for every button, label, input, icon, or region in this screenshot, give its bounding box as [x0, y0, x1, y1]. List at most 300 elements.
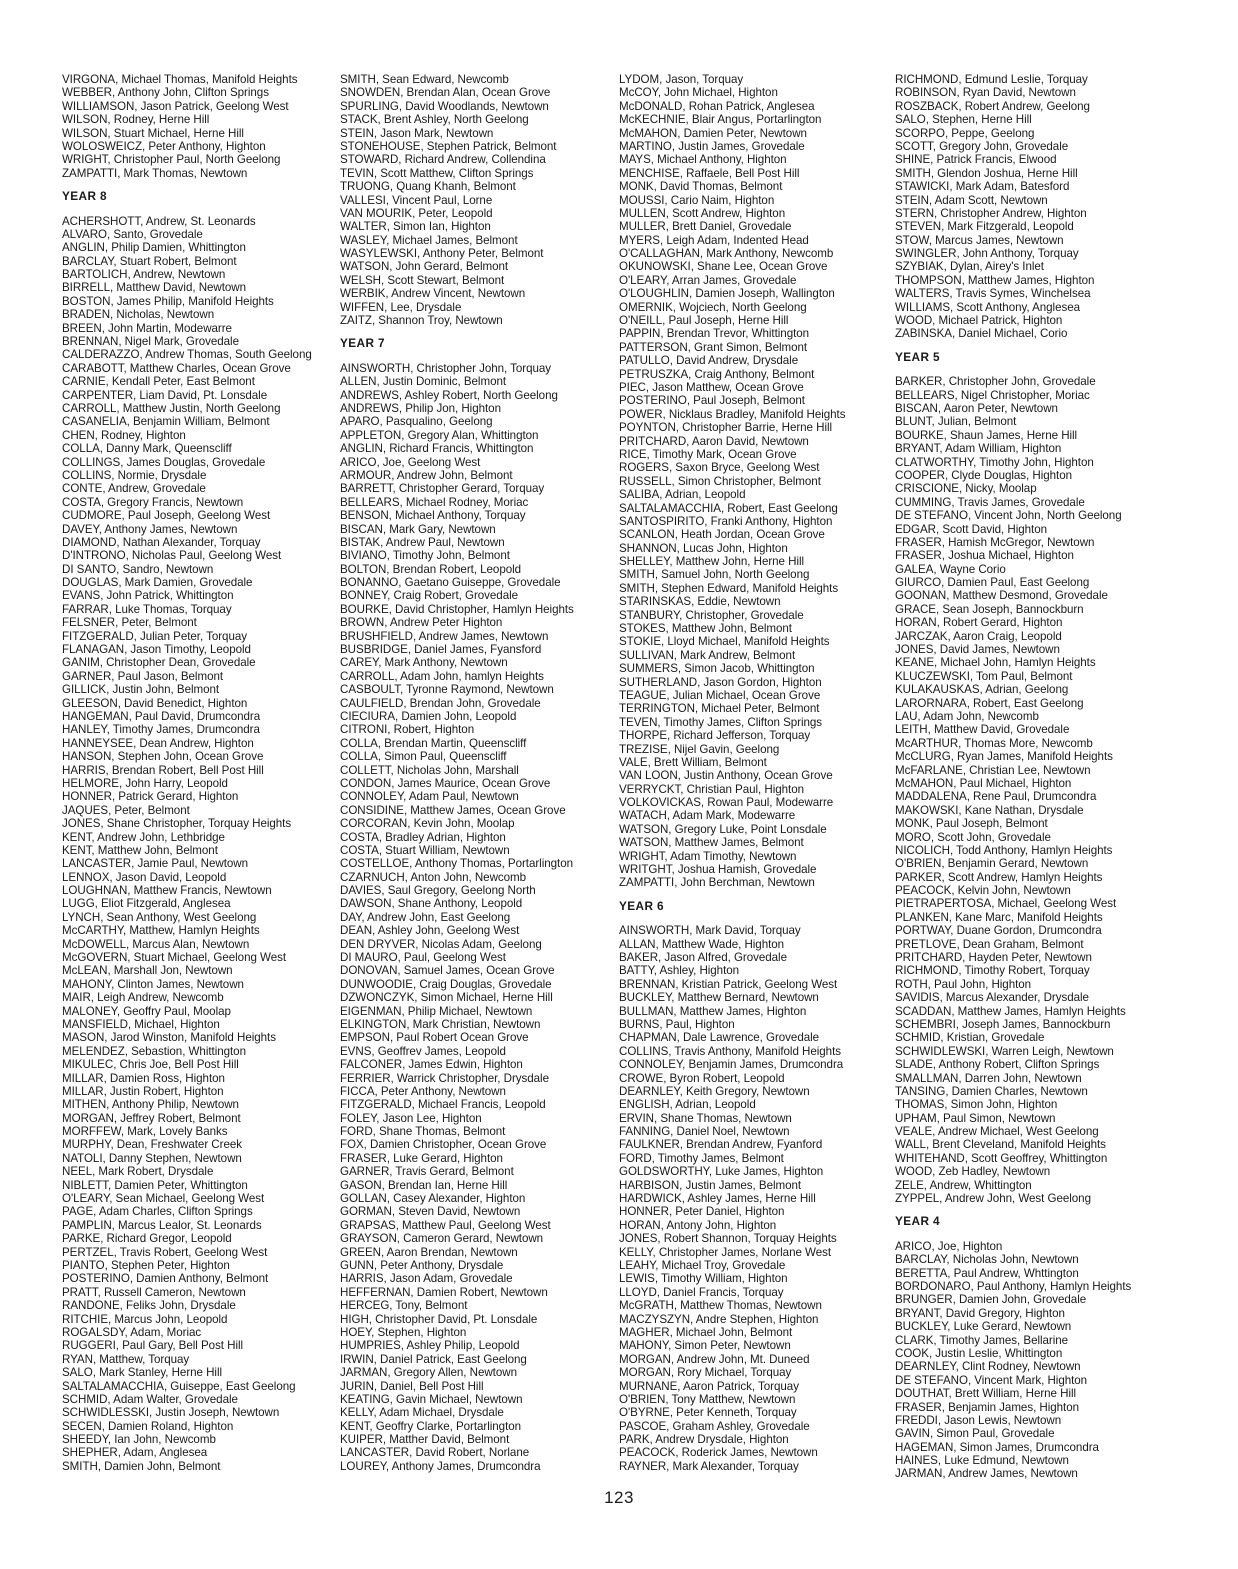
student-entry: PAPPIN, Brendan Trevor, Whittington	[619, 327, 810, 341]
student-entry: ZABINSKA, Daniel Michael, Corio	[895, 327, 1068, 341]
student-entry: COSTELLOE, Anthony Thomas, Portarlington	[340, 857, 573, 871]
student-entry: CITRONI, Robert, Highton	[340, 723, 475, 737]
student-entry: O'NEILL, Paul Joseph, Herne Hill	[619, 314, 789, 328]
student-entry: FAULKNER, Brendan Andrew, Fyanford	[619, 1138, 823, 1152]
student-entry: VAN LOON, Justin Anthony, Ocean Grove	[619, 769, 833, 783]
student-entry: ZELE, Andrew, Whittington	[895, 1178, 1032, 1192]
student-entry: LOUREY, Anthony James, Drumcondra	[340, 1459, 541, 1473]
year-heading: YEAR 4	[895, 1214, 941, 1229]
student-entry: ZAMPATTI, John Berchman, Newtown	[619, 876, 815, 890]
student-entry: HAGEMAN, Simon James, Drumcondra	[895, 1440, 1099, 1454]
student-entry: ROSZBACK, Robert Andrew, Geelong	[895, 99, 1090, 113]
student-entry: BISCAN, Mark Gary, Newtown	[340, 522, 496, 536]
student-entry: BOURKE, Shaun James, Herne Hill	[895, 428, 1078, 442]
student-entry: DOUGLAS, Mark Damien, Grovedale	[62, 576, 253, 590]
student-entry: SALO, Stephen, Herne Hill	[895, 113, 1032, 127]
student-entry: THORPE, Richard Jefferson, Torquay	[619, 729, 811, 743]
student-entry: MITHEN, Anthony Philip, Newtown	[62, 1098, 239, 1112]
student-entry: JARMAN, Andrew James, Newtown	[895, 1467, 1078, 1481]
student-entry: KEATING, Gavin Michael, Newtown	[340, 1392, 523, 1406]
student-entry: MELENDEZ, Sebastion, Whittington	[62, 1044, 246, 1058]
student-entry: ANGLIN, Philip Damien, Whittington	[62, 241, 246, 255]
student-entry: APPLETON, Gregory Alan, Whittington	[340, 428, 539, 442]
student-entry: FANNING, Daniel Noel, Newtown	[619, 1125, 790, 1139]
student-entry: BOSTON, James Philip, Manifold Heights	[62, 294, 274, 308]
student-entry: STOKES, Matthew John, Belmont	[619, 622, 792, 636]
student-entry: GLEESON, David Benedict, Highton	[62, 696, 248, 710]
student-entry: EIGENMAN, Philip Michael, Newtown	[340, 1004, 533, 1018]
student-entry: JONES, Robert Shannon, Torquay Heights	[619, 1232, 837, 1246]
student-entry: CARPENTER, Liam David, Pt. Lonsdale	[62, 388, 268, 402]
student-entry: SLADE, Anthony Robert, Clifton Springs	[895, 1058, 1100, 1072]
student-entry: HORAN, Antony John, Highton	[619, 1218, 777, 1232]
student-entry: FICCA, Peter Anthony, Newtown	[340, 1084, 506, 1098]
student-entry: VOLKOVICKAS, Rowan Paul, Modewarre	[619, 796, 834, 810]
student-entry: ROGALSDY, Adam, Moriac	[62, 1325, 202, 1339]
column-2	[340, 73, 612, 1473]
student-entry: O'LEARY, Arran James, Grovedale	[619, 273, 797, 287]
student-entry: MANSFIELD, Michael, Highton	[62, 1017, 220, 1031]
student-entry: WOOD, Zeb Hadley, Newtown	[895, 1165, 1051, 1179]
student-entry: TRUONG, Quang Khanh, Belmont	[340, 180, 516, 194]
student-entry: HAINES, Luke Edmund, Newtown	[895, 1454, 1069, 1468]
student-entry: McMAHON, Paul Michael, Highton	[895, 776, 1072, 790]
student-entry: GIURCO, Damien Paul, East Geelong	[895, 576, 1090, 590]
student-entry: PAGE, Adam Charles, Clifton Springs	[62, 1205, 253, 1219]
student-entry: BERETTA, Paul Andrew, Whttington	[895, 1266, 1079, 1280]
student-entry: D'INTRONO, Nicholas Paul, Geelong West	[62, 549, 282, 563]
student-entry: DEN DRYVER, Nicolas Adam, Geelong	[340, 937, 542, 951]
year-heading: YEAR 7	[340, 336, 386, 351]
student-entry: BOLTON, Brendan Robert, Leopold	[340, 562, 522, 576]
student-entry: POWER, Nicklaus Bradley, Manifold Heights	[619, 407, 846, 421]
student-entry: BARCLAY, Nicholas John, Newtown	[895, 1253, 1079, 1267]
student-entry: MACZYSZYN, Andre Stephen, Highton	[619, 1312, 819, 1326]
student-entry: GOLDSWORTHY, Luke James, Highton	[619, 1165, 824, 1179]
student-entry: SUMMERS, Simon Jacob, Whittington	[619, 662, 815, 676]
student-entry: PRITCHARD, Aaron David, Newtown	[619, 434, 809, 448]
student-entry: OKUNOWSKI, Shane Lee, Ocean Grove	[619, 260, 828, 274]
student-entry: PIANTO, Stephen Peter, Highton	[62, 1259, 230, 1272]
student-entry: WOOD, Michael Patrick, Highton	[895, 314, 1063, 328]
student-entry: BROWN, Andrew Peter Highton	[340, 616, 503, 630]
student-entry: O'CALLAGHAN, Mark Anthony, Newcomb	[619, 247, 834, 261]
student-entry: ERVIN, Shane Thomas, Newtown	[619, 1111, 792, 1125]
student-entry: ARMOUR, Andrew John, Belmont	[340, 468, 513, 482]
student-entry: FRASER, Hamish McGregor, Newtown	[895, 535, 1095, 549]
student-entry: LYDOM, Jason, Torquay	[619, 73, 744, 86]
student-entry: CONTE, Andrew, Grovedale	[62, 482, 206, 496]
student-entry: EDGAR, Scott David, Highton	[895, 522, 1048, 536]
student-entry: BULLMAN, Matthew James, Highton	[619, 1004, 807, 1018]
student-entry: SPURLING, David Woodlands, Newtown	[340, 99, 549, 113]
student-entry: MURPHY, Dean, Freshwater Creek	[62, 1138, 242, 1152]
student-entry: SAVIDIS, Marcus Alexander, Drysdale	[895, 991, 1089, 1005]
student-entry: WILLIAMS, Scott Anthony, Anglesea	[895, 300, 1081, 314]
student-entry: RUGGERI, Paul Gary, Bell Post Hill	[62, 1339, 244, 1353]
student-entry: FRASER, Benjamin James, Highton	[895, 1400, 1080, 1414]
student-entry: McKECHNIE, Blair Angus, Portarlington	[619, 113, 822, 127]
student-entry: PERTZEL, Travis Robert, Geelong West	[62, 1245, 268, 1259]
student-entry: GRAYSON, Cameron Gerard, Newtown	[340, 1232, 544, 1246]
student-entry: BUSBRIDGE, Daniel James, Fyansford	[340, 643, 542, 657]
student-entry: PARK, Andrew Drysdale, Highton	[619, 1433, 789, 1447]
student-entry: SECEN, Damien Roland, Highton	[62, 1419, 234, 1433]
student-entry: O'BRIEN, Benjamin Gerard, Newtown	[895, 857, 1089, 871]
student-entry: STARINSKAS, Eddie, Newtown	[619, 595, 781, 609]
student-entry: LEITH, Matthew David, Grovedale	[895, 723, 1070, 737]
student-entry: MORGAN, Rory Michael, Torquay	[619, 1366, 792, 1380]
student-entry: THOMPSON, Matthew James, Highton	[895, 273, 1095, 287]
student-entry: COLLINGS, James Douglas, Grovedale	[62, 455, 266, 469]
student-entry: CONNOLEY, Benjamin James, Drumcondra	[619, 1058, 844, 1072]
student-entry: MILLAR, Justin Robert, Highton	[62, 1084, 224, 1098]
student-entry: WRIGHT, Adam Timothy, Newtown	[619, 849, 797, 863]
student-entry: GUNN, Peter Anthony, Drysdale	[340, 1259, 504, 1272]
student-entry: LENNOX, Jason David, Leopold	[62, 870, 227, 884]
student-entry: SHINE, Patrick Francis, Elwood	[895, 153, 1057, 167]
student-entry: WIFFEN, Lee, Drysdale	[340, 300, 462, 314]
student-entry: RAYNER, Mark Alexander, Torquay	[619, 1459, 799, 1473]
student-entry: O'LEARY, Sean Michael, Geelong West	[62, 1192, 265, 1206]
student-entry: WATSON, Matthew James, Belmont	[619, 836, 804, 850]
student-entry: NATOLI, Danny Stephen, Newtown	[62, 1151, 242, 1165]
student-entry: STEIN, Adam Scott, Newtown	[895, 193, 1048, 207]
student-entry: McCOY, John Michael, Highton	[619, 86, 778, 100]
student-entry: FRASER, Luke Gerard, Highton	[340, 1151, 503, 1165]
student-entry: ELKINGTON, Mark Christian, Newtown	[340, 1017, 541, 1031]
student-entry: DE STEFANO, Vincent John, North Geelong	[895, 509, 1122, 523]
student-entry: SCHMID, Kristian, Grovedale	[895, 1031, 1045, 1045]
year-heading: YEAR 6	[619, 898, 665, 913]
student-entry: SULLIVAN, Mark Andrew, Belmont	[619, 648, 796, 662]
student-entry: SCOTT, Gregory John, Grovedale	[895, 139, 1069, 153]
student-entry: CROWE, Byron Robert, Leopold	[619, 1071, 785, 1085]
student-entry: WELSH, Scott Stewart, Belmont	[340, 273, 505, 287]
student-entry: CHEN, Rodney, Highton	[62, 428, 186, 442]
student-entry: SHEEDY, Ian John, Newcomb	[62, 1433, 216, 1447]
student-entry: MAHONY, Simon Peter, Newtown	[619, 1339, 791, 1353]
student-entry: HONNER, Peter Daniel, Highton	[619, 1205, 785, 1219]
student-entry: TEVEN, Timothy James, Clifton Springs	[619, 715, 823, 729]
student-entry: FERRIER, Warrick Christopher, Drysdale	[340, 1071, 549, 1085]
student-entry: ANDREWS, Philip Jon, Highton	[340, 402, 501, 415]
student-entry: VALE, Brett William, Belmont	[619, 755, 767, 769]
student-entry: FITZGERALD, Julian Peter, Torquay	[62, 629, 247, 643]
student-entry: LANCASTER, Jamie Paul, Newtown	[62, 857, 248, 871]
student-entry: SANTOSPIRITO, Franki Anthony, Highton	[619, 514, 833, 528]
student-entry: UPHAM, Paul Simon, Newtown	[895, 1111, 1056, 1125]
student-entry: FREDDI, Jason Lewis, Newtown	[895, 1413, 1062, 1427]
student-entry: O'BYRNE, Peter Kenneth, Torquay	[619, 1406, 797, 1420]
student-entry: CHAPMAN, Dale Lawrence, Grovedale	[619, 1031, 820, 1045]
student-entry: JONES, Shane Christopher, Torquay Heights	[62, 817, 292, 831]
student-entry: HONNER, Patrick Gerard, Highton	[62, 790, 239, 804]
student-entry: DIAMOND, Nathan Alexander, Torquay	[62, 535, 261, 549]
student-entry: WASYLEWSKI, Anthony Peter, Belmont	[340, 247, 544, 261]
student-entry: AINSWORTH, Mark David, Torquay	[619, 924, 801, 938]
student-entry: HARDWICK, Ashley James, Herne Hill	[619, 1192, 816, 1206]
student-entry: HEFFERNAN, Damien Robert, Newtown	[340, 1285, 548, 1299]
student-entry: STACK, Brent Ashley, North Geelong	[340, 113, 529, 127]
student-entry: MAGHER, Michael John, Belmont	[619, 1325, 793, 1339]
student-entry: BARTOLICH, Andrew, Newtown	[62, 268, 226, 282]
student-entry: SALO, Mark Stanley, Herne Hill	[62, 1366, 223, 1380]
student-entry: COLLA, Simon Paul, Queenscliff	[340, 750, 507, 764]
student-entry: STERN, Christopher Andrew, Highton	[895, 206, 1087, 220]
student-entry: GARNER, Paul Jason, Belmont	[62, 669, 224, 683]
student-entry: BRENNAN, Kristian Patrick, Geelong West	[619, 977, 838, 991]
student-entry: RICHMOND, Edmund Leslie, Torquay	[895, 73, 1088, 86]
student-entry: McGRATH, Matthew Thomas, Newtown	[619, 1299, 822, 1313]
student-entry: KELLY, Adam Michael, Drysdale	[340, 1406, 504, 1420]
student-entry: PATTERSON, Grant Simon, Belmont	[619, 340, 808, 354]
student-entry: EMPSON, Paul Robert Ocean Grove	[340, 1031, 529, 1045]
student-entry: MONK, David Thomas, Belmont	[619, 180, 783, 194]
student-entry: PIEC, Jason Matthew, Ocean Grove	[619, 380, 804, 394]
student-entry: JARCZAK, Aaron Craig, Leopold	[895, 629, 1062, 643]
student-entry: SHEPHER, Adam, Anglesea	[62, 1446, 208, 1460]
student-entry: STOKIE, Lloyd Michael, Manifold Heights	[619, 635, 830, 649]
student-entry: COLLINS, Travis Anthony, Manifold Heights	[619, 1044, 841, 1058]
student-entry: FOLEY, Jason Lee, Highton	[340, 1111, 482, 1125]
student-entry: CAULFIELD, Brendan John, Grovedale	[340, 696, 541, 710]
student-entry: CARROLL, Adam John, hamlyn Heights	[340, 669, 544, 683]
student-entry: McMAHON, Damien Peter, Newtown	[619, 126, 807, 140]
student-entry: HIGH, Christopher David, Pt. Lonsdale	[340, 1312, 538, 1326]
student-entry: WRITGHT, Joshua Hamish, Grovedale	[619, 863, 817, 877]
student-entry: McDOWELL, Marcus Alan, Newtown	[62, 937, 250, 951]
student-entry: FARRAR, Luke Thomas, Torquay	[62, 602, 232, 616]
student-entry: WALL, Brent Cleveland, Manifold Heights	[895, 1138, 1106, 1152]
student-entry: DEARNLEY, Clint Rodney, Newtown	[895, 1360, 1081, 1374]
student-entry: LOUGHNAN, Matthew Francis, Newtown	[62, 884, 272, 898]
student-entry: JURIN, Daniel, Bell Post Hill	[340, 1379, 484, 1393]
student-entry: WATSON, Gregory Luke, Point Lonsdale	[619, 822, 827, 836]
student-entry: HERCEG, Tony, Belmont	[340, 1299, 468, 1313]
student-entry: HANNEYSEE, Dean Andrew, Highton	[62, 736, 254, 750]
student-entry: MALONEY, Geoffry Paul, Moolap	[62, 1004, 231, 1018]
student-entry: BRENNAN, Nigel Mark, Grovedale	[62, 335, 239, 349]
student-entry: FRASER, Joshua Michael, Highton	[895, 549, 1074, 563]
student-entry: KULAKAUSKAS, Adrian, Geelong	[895, 683, 1069, 697]
student-entry: SHELLEY, Matthew John, Herne Hill	[619, 555, 805, 569]
student-entry: BLUNT, Julian, Belmont	[895, 415, 1017, 429]
student-entry: BRYANT, David Gregory, Highton	[895, 1306, 1065, 1320]
student-entry: BISTAK, Andrew Paul, Newtown	[340, 535, 505, 549]
student-entry: ANGLIN, Richard Francis, Whittington	[340, 442, 534, 456]
student-entry: ALVARO, Santo, Grovedale	[62, 227, 203, 241]
student-entry: MORO, Scott John, Grovedale	[895, 830, 1051, 844]
student-entry: McFARLANE, Christian Lee, Newtown	[895, 763, 1091, 777]
student-entry: MORGAN, Andrew John, Mt. Duneed	[619, 1352, 810, 1366]
student-entry: PRATT, Russell Cameron, Newtown	[62, 1285, 246, 1299]
student-entry: SZYBIAK, Dylan, Airey's Inlet	[895, 260, 1044, 274]
student-entry: COLLINS, Normie, Drysdale	[62, 468, 207, 482]
student-entry: McCLURG, Ryan James, Manifold Heights	[895, 750, 1113, 764]
student-entry: WEBBER, Anthony John, Clifton Springs	[62, 86, 269, 100]
student-entry: PARKER, Scott Andrew, Hamlyn Heights	[895, 870, 1103, 884]
year-heading: YEAR 8	[62, 189, 108, 204]
student-entry: HARBISON, Justin James, Belmont	[619, 1178, 802, 1192]
student-entry: TANSING, Damien Charles, Newtown	[895, 1084, 1088, 1098]
student-entry: McLEAN, Marshall Jon, Newtown	[62, 964, 233, 978]
student-entry: IRWIN, Daniel Patrick, East Geelong	[340, 1352, 527, 1366]
student-entry: KLUCZEWSKI, Tom Paul, Belmont	[895, 669, 1073, 683]
student-entry: FITZGERALD, Michael Francis, Leopold	[340, 1098, 546, 1112]
student-entry: CRISCIONE, Nicky, Moolap	[895, 482, 1037, 496]
student-entry: DAVEY, Anthony James, Newtown	[62, 522, 238, 536]
student-entry: MAKOWSKI, Kane Nathan, Drysdale	[895, 803, 1084, 817]
student-entry: BARRETT, Christopher Gerard, Torquay	[340, 482, 545, 496]
student-entry: GAVIN, Simon Paul, Grovedale	[895, 1427, 1055, 1441]
student-entry: CONDON, James Maurice, Ocean Grove	[340, 776, 551, 790]
student-entry: ZAMPATTI, Mark Thomas, Newtown	[62, 166, 248, 180]
student-entry: MORFFEW, Mark, Lovely Banks	[62, 1125, 228, 1139]
student-entry: BRUNGER, Damien John, Grovedale	[895, 1293, 1087, 1307]
student-entry: COOPER, Clyde Douglas, Highton	[895, 468, 1072, 482]
student-entry: BREEN, John Martin, Modewarre	[62, 321, 232, 335]
student-entry: SMALLMAN, Darren John, Newtown	[895, 1071, 1082, 1085]
student-entry: O'LOUGHLIN, Damien Joseph, Wallington	[619, 287, 835, 301]
student-entry: BUCKLEY, Luke Gerard, Newtown	[895, 1320, 1072, 1334]
student-entry: NICOLICH, Todd Anthony, Hamlyn Heights	[895, 843, 1113, 857]
student-entry: CARABOTT, Matthew Charles, Ocean Grove	[62, 361, 291, 375]
student-entry: SALTALAMACCHIA, Robert, East Geelong	[619, 501, 838, 515]
student-entry: BONNEY, Craig Robert, Grovedale	[340, 589, 519, 603]
student-entry: BARKER, Christopher John, Grovedale	[895, 375, 1096, 389]
student-entry: BONANNO, Gaetano Guiseppe, Grovedale	[340, 576, 561, 590]
student-entry: ANDREWS, Ashley Robert, North Geelong	[340, 388, 558, 402]
student-entry: WATACH, Adam Mark, Modewarre	[619, 809, 796, 823]
student-entry: DEARNLEY, Keith Gregory, Newtown	[619, 1084, 810, 1098]
student-entry: RANDONE, Feliks John, Drysdale	[62, 1299, 236, 1313]
student-entry: HANSON, Stephen John, Ocean Grove	[62, 750, 264, 764]
student-entry: GREEN, Aaron Brendan, Newtown	[340, 1245, 518, 1259]
column-1	[62, 73, 334, 1473]
student-entry: SCORPO, Peppe, Geelong	[895, 126, 1035, 140]
student-entry: STANBURY, Christopher, Grovedale	[619, 608, 804, 622]
student-entry: APARO, Pasqualino, Geelong	[340, 415, 493, 429]
student-entry: MULLER, Brett Daniel, Grovedale	[619, 220, 792, 234]
student-entry: CARROLL, Matthew Justin, North Geelong	[62, 402, 281, 415]
student-entry: TREZISE, Nijel Gavin, Geelong	[619, 742, 780, 756]
student-entry: FOX, Damien Christopher, Ocean Grove	[340, 1138, 547, 1152]
student-entry: HARRIS, Brendan Robert, Bell Post Hill	[62, 763, 264, 777]
student-entry: EVANS, John Patrick, Whittington	[62, 589, 234, 603]
student-entry: DEAN, Ashley John, Geelong West	[340, 924, 520, 938]
student-entry: GRACE, Sean Joseph, Bannockburn	[895, 602, 1084, 616]
student-entry: WERBIK, Andrew Vincent, Newtown	[340, 287, 526, 301]
student-entry: PARKE, Richard Gregor, Leopold	[62, 1232, 232, 1246]
year-heading: YEAR 5	[895, 349, 941, 364]
student-entry: VIRGONA, Michael Thomas, Manifold Heights	[62, 73, 298, 86]
student-entry: FORD, Timothy James, Belmont	[619, 1151, 784, 1165]
student-entry: BURNS, Paul, Highton	[619, 1017, 735, 1031]
student-entry: LANCASTER, David Robert, Norlane	[340, 1446, 530, 1460]
student-entry: MIKULEC, Chris Joe, Bell Post Hill	[62, 1058, 239, 1072]
student-entry: CORCORAN, Kevin John, Moolap	[340, 817, 515, 831]
student-entry: GARNER, Travis Gerard, Belmont	[340, 1165, 514, 1179]
student-entry: WRIGHT, Christopher Paul, North Geelong	[62, 153, 281, 167]
student-entry: McDONALD, Rohan Patrick, Anglesea	[619, 99, 815, 113]
student-entry: KENT, Matthew John, Belmont	[62, 843, 218, 857]
student-entry: DOUTHAT, Brett William, Herne Hill	[895, 1387, 1077, 1401]
student-entry: MAIR, Leigh Andrew, Newcomb	[62, 991, 224, 1005]
student-entry: CZARNUCH, Anton John, Newcomb	[340, 870, 527, 884]
student-entry: COLLA, Danny Mark, Queenscliff	[62, 442, 232, 456]
student-entry: SCHWIDLESSKI, Justin Joseph, Newtown	[62, 1406, 280, 1420]
student-entry: SHANNON, Lucas John, Highton	[619, 541, 788, 555]
student-entry: MULLEN, Scott Andrew, Highton	[619, 206, 786, 220]
student-entry: SMITH, Samuel John, North Geelong	[619, 568, 810, 582]
student-entry: FLANAGAN, Jason Timothy, Leopold	[62, 643, 251, 657]
student-entry: SMITH, Stephen Edward, Manifold Heights	[619, 581, 839, 595]
student-entry: DAY, Andrew John, East Geelong	[340, 910, 511, 924]
student-entry: SWINGLER, John Anthony, Torquay	[895, 247, 1079, 261]
student-entry: KENT, Andrew John, Lethbridge	[62, 830, 225, 844]
student-entry: MILLAR, Damien Ross, Highton	[62, 1071, 225, 1085]
student-entry: TEVIN, Scott Matthew, Clifton Springs	[340, 166, 534, 180]
student-entry: CIECIURA, Damien John, Leopold	[340, 709, 517, 723]
student-entry: DAWSON, Shane Anthony, Leopold	[340, 897, 523, 911]
student-entry: EVNS, Geoffrev James, Leopold	[340, 1044, 506, 1058]
student-entry: MYERS, Leigh Adam, Indented Head	[619, 233, 809, 247]
student-entry: MURNANE, Aaron Patrick, Torquay	[619, 1379, 799, 1393]
student-entry: AINSWORTH, Christopher John, Torquay	[340, 361, 552, 375]
student-entry: SALIBA, Adrian, Leopold	[619, 488, 746, 502]
student-entry: WILSON, Rodney, Herne Hill	[62, 113, 210, 127]
student-entry: CLARK, Timothy James, Bellarine	[895, 1333, 1069, 1347]
student-entry: CASANELIA, Benjamin William, Belmont	[62, 415, 270, 429]
student-entry: BELLEARS, Nigel Christopher, Moriac	[895, 388, 1090, 402]
student-entry: McCARTHY, Matthew, Hamlyn Heights	[62, 924, 260, 938]
student-entry: COLLETT, Nicholas John, Marshall	[340, 763, 519, 777]
student-entry: BIRRELL, Matthew David, Newtown	[62, 281, 247, 295]
student-entry: MAHONY, Clinton James, Newtown	[62, 977, 244, 991]
student-entry: DE STEFANO, Vincent Mark, Highton	[895, 1373, 1088, 1387]
student-entry: COSTA, Stuart William, Newtown	[340, 843, 510, 857]
student-entry: SCANLON, Heath Jordan, Ocean Grove	[619, 528, 825, 542]
student-entry: JONES, David James, Newtown	[895, 643, 1060, 657]
student-entry: RICHMOND, Timothy Robert, Torquay	[895, 964, 1090, 978]
student-entry: CUDMORE, Paul Joseph, Geelong West	[62, 509, 271, 523]
student-entry: KEANE, Michael John, Hamlyn Heights	[895, 656, 1096, 670]
student-entry: WOLOSWEICZ, Peter Anthony, Highton	[62, 139, 266, 153]
student-entry: ZAITZ, Shannon Troy, Newtown	[340, 314, 503, 328]
student-entry: BRYANT, Adam William, Highton	[895, 442, 1062, 456]
student-entry: COSTA, Gregory Francis, Newtown	[62, 495, 244, 509]
student-entry: SMITH, Damien John, Belmont	[62, 1459, 221, 1473]
student-entry: ENGLISH, Adrian, Leopold	[619, 1098, 756, 1112]
student-entry: PASCOE, Graham Ashley, Grovedale	[619, 1419, 810, 1433]
student-entry: CARNIE, Kendall Peter, East Belmont	[62, 375, 255, 389]
student-entry: GANIM, Christopher Dean, Grovedale	[62, 656, 256, 670]
student-entry: WALTER, Simon Ian, Highton	[340, 220, 491, 234]
student-entry: DAVIES, Saul Gregory, Geelong North	[340, 884, 536, 898]
student-entry: MADDALENA, Rene Paul, Drumcondra	[895, 790, 1097, 804]
student-entry: MAYS, Michael Anthony, Highton	[619, 153, 787, 167]
student-entry: SCHEMBRI, Joseph James, Bannockburn	[895, 1017, 1111, 1031]
student-entry: FELSNER, Peter, Belmont	[62, 616, 197, 630]
student-entry: GOONAN, Matthew Desmond, Grovedale	[895, 589, 1108, 603]
student-entry: HANGEMAN, Paul David, Drumcondra	[62, 709, 261, 723]
student-entry: GRAPSAS, Matthew Paul, Geelong West	[340, 1218, 551, 1232]
student-entry: HOEY, Stephen, Highton	[340, 1325, 467, 1339]
student-entry: STOWARD, Richard Andrew, Collendina	[340, 153, 546, 167]
column-3	[619, 73, 891, 1473]
student-entry: ROGERS, Saxon Bryce, Geelong West	[619, 461, 820, 475]
